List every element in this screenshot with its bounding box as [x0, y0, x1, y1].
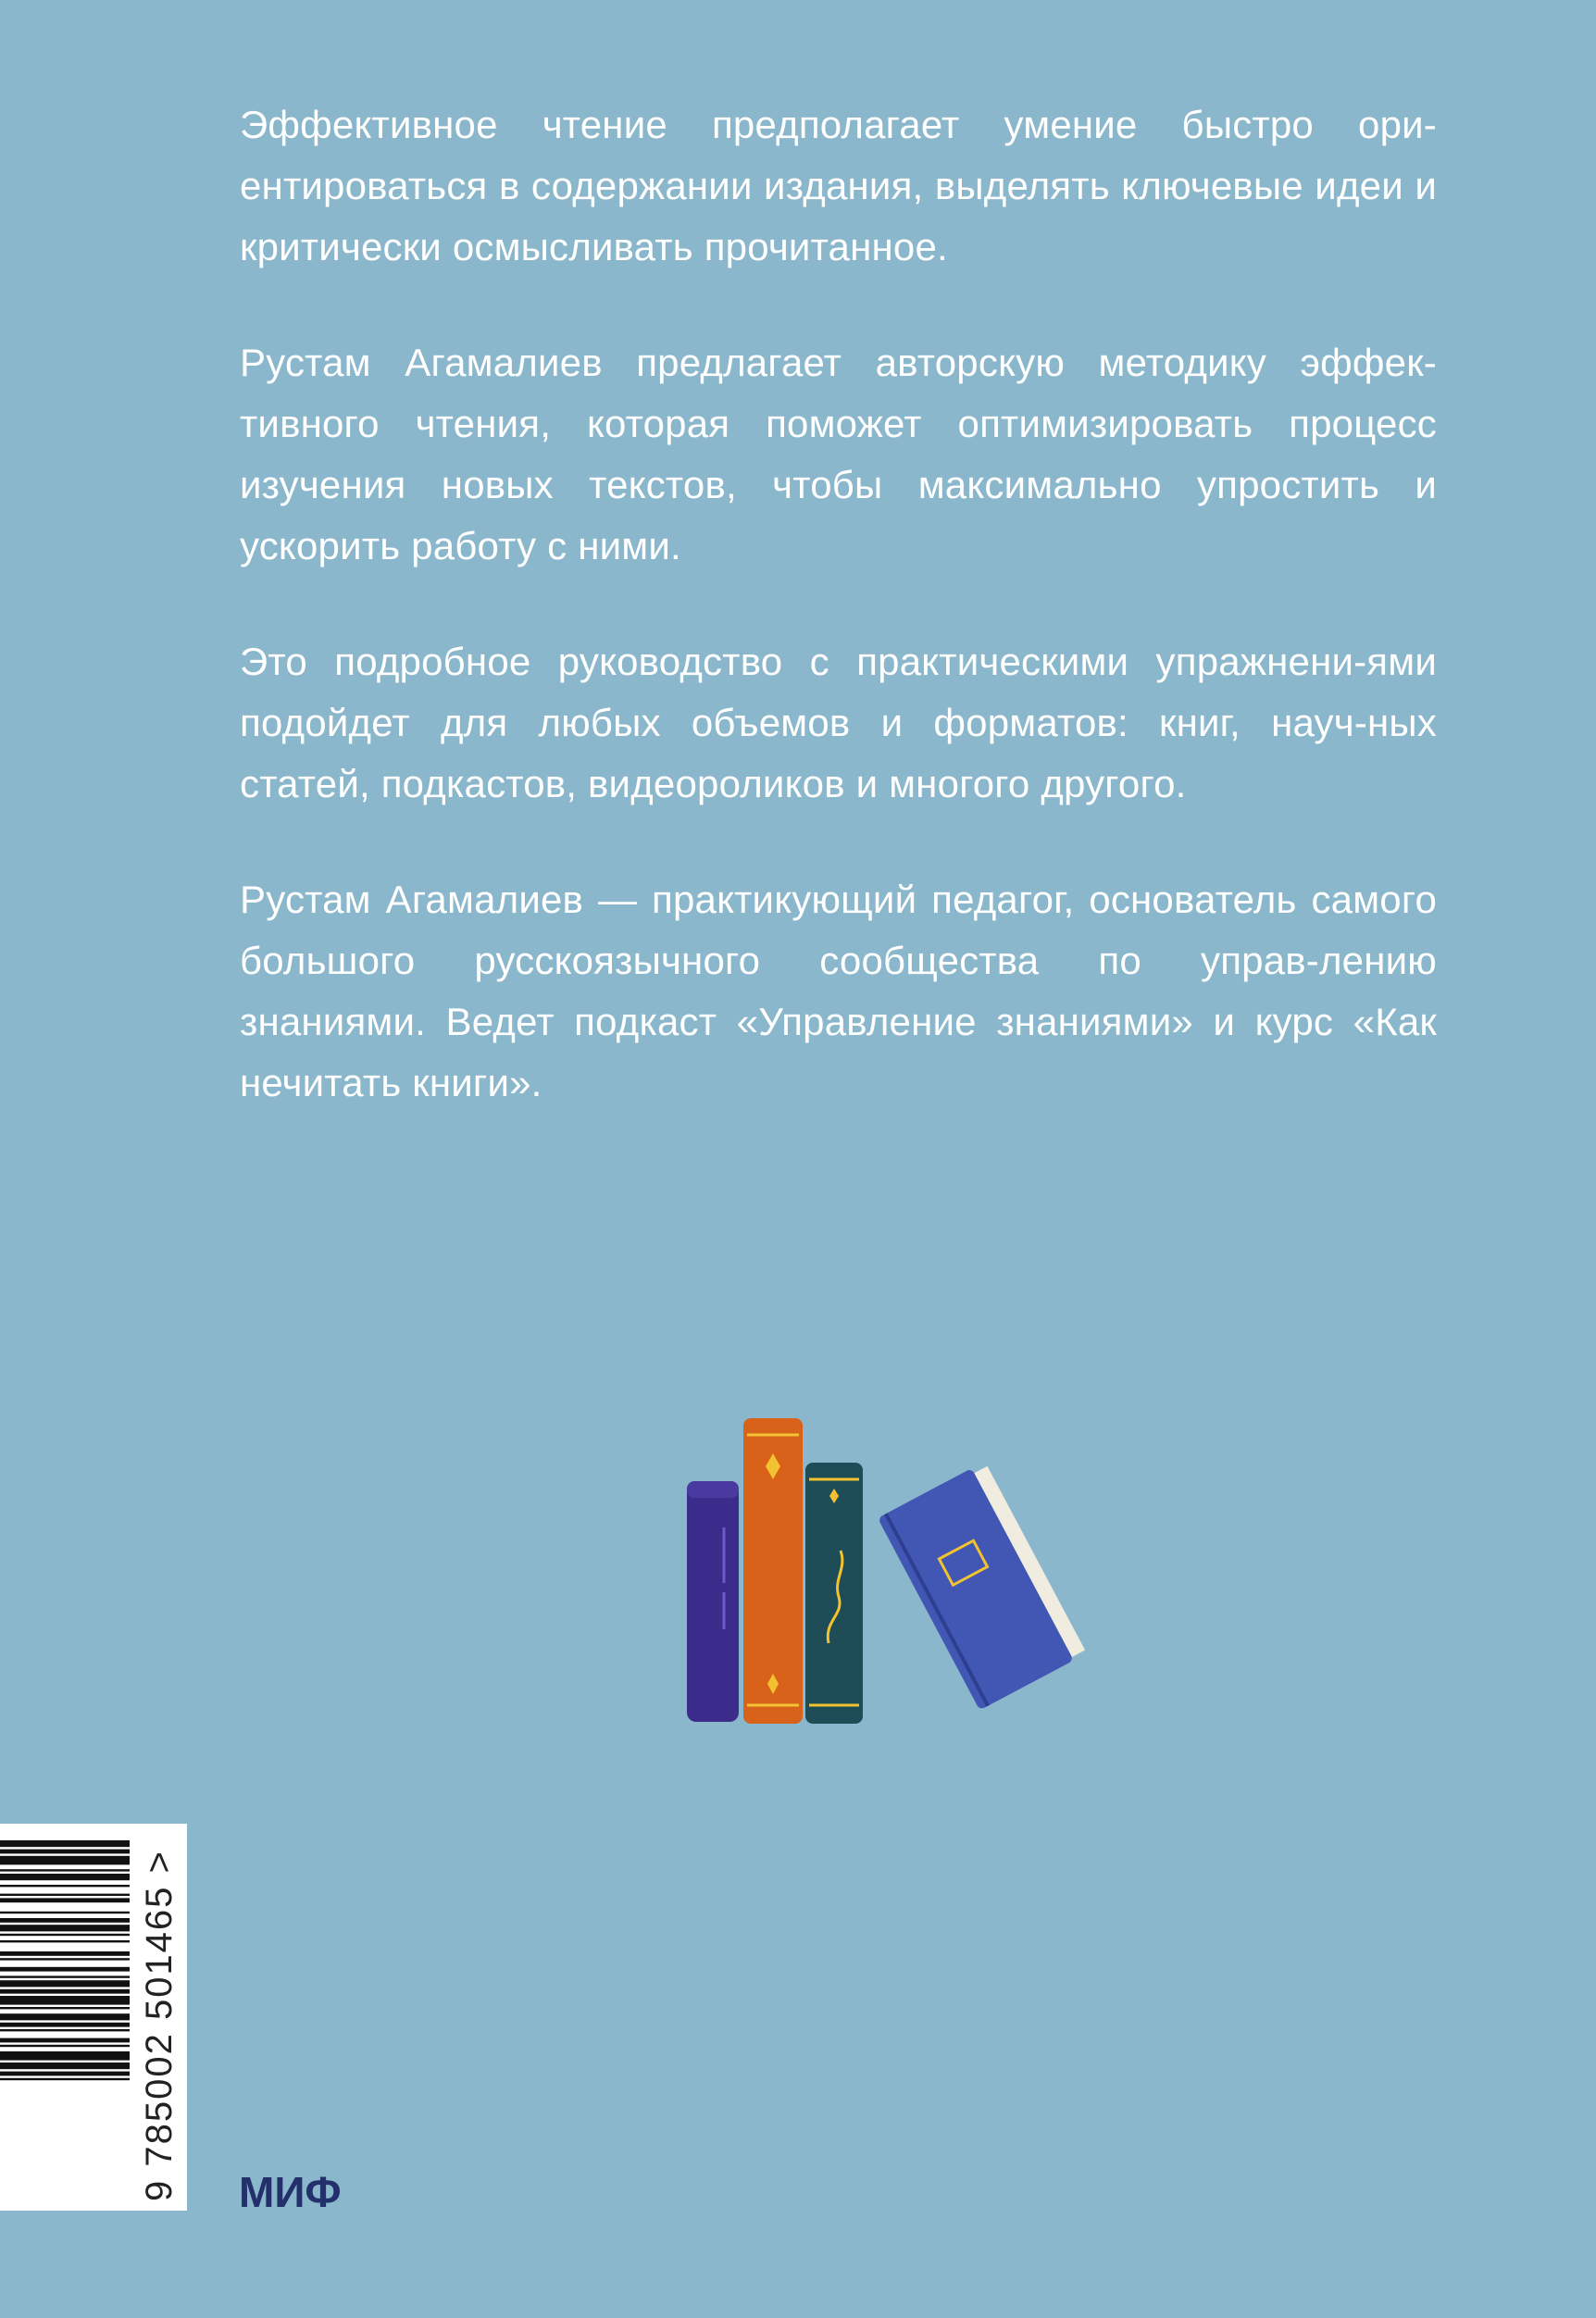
- barcode-bar: [0, 1958, 130, 1960]
- barcode-bar: [0, 1850, 130, 1854]
- barcode-bar: [0, 1951, 130, 1956]
- barcode-bar: [0, 1940, 130, 1942]
- barcode-bar: [0, 2007, 130, 2009]
- barcode-bar: [0, 1856, 130, 1865]
- barcode-bar: [0, 1980, 130, 1987]
- barcode-bar: [0, 1869, 130, 1871]
- barcode-digits: 9 785002 501465 >: [139, 1850, 180, 2201]
- stack-of-books-icon: [676, 1407, 1092, 1731]
- barcode-bar: [0, 1885, 130, 1887]
- barcode-bar: [0, 2023, 130, 2027]
- barcode-bar: [0, 2078, 130, 2080]
- barcode-bar: [0, 2013, 130, 2020]
- barcode-bar: [0, 1967, 130, 1972]
- paragraph-guide: Это подробное руководство с практическими упражнени-ями подойдет для любых объемов и форматов: книг, науч-ных статей, подкастов, видеороликов и многого другого.: [240, 640, 1437, 805]
- barcode-bar: [0, 1975, 130, 1977]
- barcode-bar: [0, 1934, 130, 1936]
- barcode-bar: [0, 2051, 130, 2061]
- barcode-bar: [0, 2045, 130, 2047]
- barcode-bar: [0, 1894, 130, 1896]
- barcode-bar: [0, 1996, 130, 2005]
- barcode-bar: [0, 2038, 130, 2043]
- description-block: [240, 94, 1437, 1168]
- publisher-logo: МИФ: [239, 2168, 342, 2216]
- blue-book: [878, 1461, 1087, 1710]
- teal-book: [805, 1463, 863, 1724]
- barcode-bar: [0, 2072, 130, 2076]
- paragraph-intro: Эффективное чтение предполагает умение быстро ори-ентироваться в содержании издания, выделять ключевые идеи и критически осмысливать прочитанное.: [240, 103, 1437, 268]
- barcode-bar: [0, 1898, 130, 1902]
- purple-book: [687, 1481, 739, 1722]
- barcode-bar: [0, 1918, 130, 1923]
- barcode-bar: [0, 2029, 130, 2031]
- barcode-bar: [0, 1874, 130, 1880]
- barcode-bar: [0, 1840, 130, 1847]
- paragraph-method: Рустам Агамалиев предлагает авторскую методику эффек-тивного чтения, которая поможет оптимизировать процесс изучения новых текстов, чтобы максимально упростить и ускорить работу с ними.: [240, 341, 1437, 567]
- orange-book: [743, 1418, 803, 1724]
- paragraph-author: Рустам Агамалиев — практикующий педагог, основатель самого большого русскоязычного сообщества по управ-лению знаниями. Ведет подкаст «Управление знаниями» и курс «Как нечитать книги».: [240, 878, 1437, 1104]
- barcode-bar: [0, 1925, 130, 1931]
- barcode-bar: [0, 1989, 130, 1994]
- barcode-bar: [0, 2063, 130, 2069]
- barcode-bar: [0, 1912, 130, 1913]
